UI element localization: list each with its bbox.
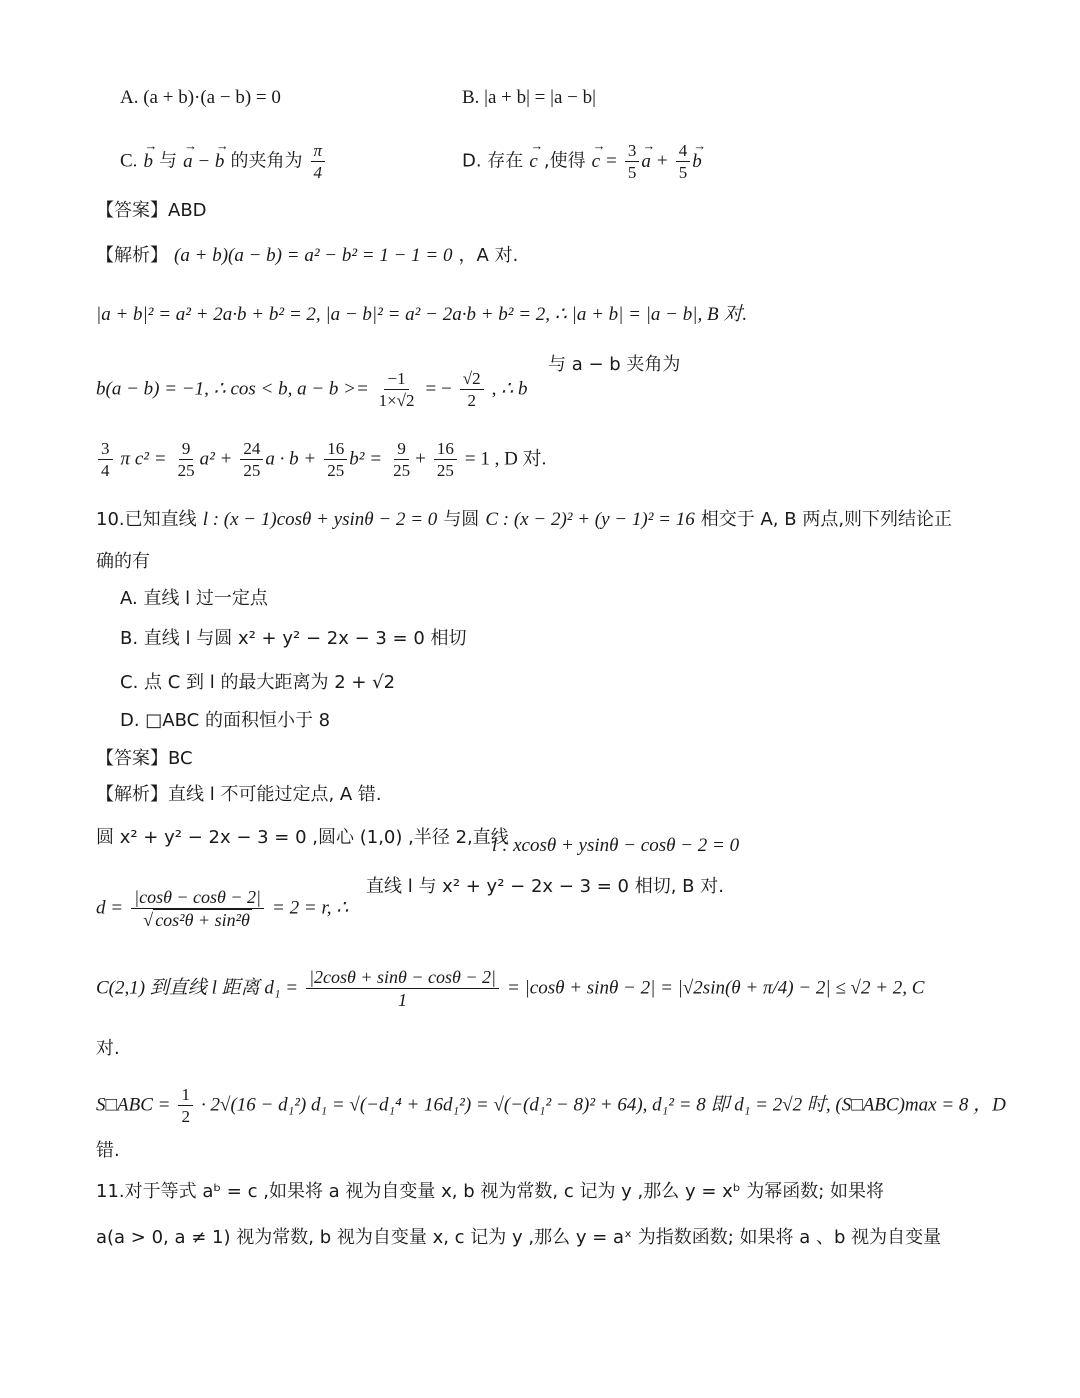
q10-analysis-2: 圆 x² + y² − 2x − 3 = 0 ,圆心 (1,0) ,半径 2,直线 (96, 827, 509, 848)
q11-line-1: 11.对于等式 aᵇ = c ,如果将 a 视为自变量 x, b 视为常数, c 记为 y ,那么 y = xᵇ 为幂函数; 如果将 (96, 1181, 885, 1202)
q10-stem-2: 确的有 (96, 551, 150, 572)
q10-analysis-1: 【解析】直线 l 不可能过定点, A 错. (96, 784, 382, 805)
q9-option-d: D. 存在 → c ,使得 → c = $\frac{3}{5}$ → a + $\frac{4}{5}$ → b (462, 142, 702, 181)
q10-analysis-2-line: l : xcosθ + ysinθ − cosθ − 2 = 0 (492, 835, 740, 856)
q10-option-d: D. □ABC 的面积恒小于 8 (120, 710, 331, 731)
q9-option-c: C. → b 与 → a − → b 的夹角为 $\frac{\pi}{4}$ (120, 142, 327, 181)
q10-option-b: B. 直线 l 与圆 x² + y² − 2x − 3 = 0 相切 (120, 628, 467, 649)
q10-option-c: C. 点 C 到 l 的最大距离为 2 + √2 (120, 672, 396, 693)
q9-analysis-3-note: 与 a − b 夹角为 (548, 354, 681, 375)
q10-analysis-3-note: 直线 l 与 x² + y² − 2x − 3 = 0 相切, B 对. (366, 876, 724, 897)
q10-answer: 【答案】BC (96, 748, 193, 769)
q10-analysis-5: 对. (96, 1038, 120, 1059)
q10-analysis-3: d = $\frac{|\cos\theta - \cos\theta - 2|}{\text{√ cos²θ + sin²θ}}$ = 2 = r, ∴ (96, 887, 349, 930)
q10-analysis-6: S□ABC = $\frac{1}{2}$ · 2√(16 − d₁²) d₁ = √(−d₁⁴ + 16d₁²) = √(−(d₁² − 8)² + 64), d₁² = 8 即 d₁ = 2√2 时, (S□ABC)max = 8 ，D (96, 1085, 1006, 1126)
q10-option-a: A. 直线 l 过一定点 (120, 588, 268, 609)
q9-analysis-3: b(a − b) = −1, ∴ cos < b, a − b >= $\frac{-1}{1\times√2}$ = − $\frac{√2}{2}$ , ∴ b (96, 369, 528, 410)
q9-option-b: B. |a + b| = |a − b| (462, 87, 596, 108)
q9-analysis-4: $\frac{3}{4}$ π c² = $\frac{9}{25}$ a² + $\frac{24}{25}$ a · b + $\frac{16}{25}$ b² = $\frac{9}{25}$ + $\frac{16}{25}$ = 1 , D 对. (96, 440, 546, 479)
q9-analysis-2: |a + b|² = a² + 2a·b + b² = 2, |a − b|² = a² − 2a·b + b² = 2, ∴ |a + b| = |a − b|, B 对. (96, 304, 748, 325)
q9-analysis-1: 【解析】 (a + b)(a − b) = a² − b² = 1 − 1 = 0 ，A 对. (96, 245, 519, 266)
q11-line-2: a(a > 0, a ≠ 1) 视为常数, b 视为自变量 x, c 记为 y ,那么 y = aˣ 为指数函数; 如果将 a 、b 视为自变量 (96, 1227, 942, 1248)
q9-answer: 【答案】ABD (96, 200, 207, 221)
q10-analysis-7: 错. (96, 1140, 120, 1161)
q10-stem-1: 10.已知直线 l : (x − 1)cosθ + ysinθ − 2 = 0 与圆 C : (x − 2)² + (y − 1)² = 16 相交于 A, B 两点,则下列结论正 (96, 509, 953, 530)
q9-option-a: A. (a + b)·(a − b) = 0 (120, 87, 281, 108)
q10-analysis-4: C(2,1) 到直线 l 距离 d₁ = $\frac{|2\cos\theta + \sin\theta - \cos\theta - 2|}{1}$ = |cosθ + sinθ − 2| = |√2sin(θ + π/4) − 2| ≤ √2 + 2, C (96, 967, 925, 1010)
